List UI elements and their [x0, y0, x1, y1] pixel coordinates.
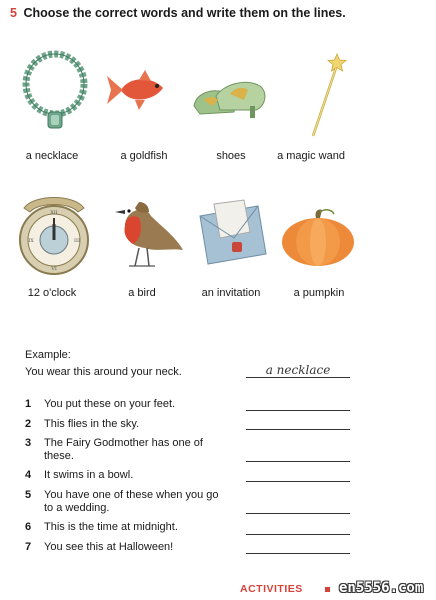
- question-text: The Fairy Godmother has one of these.: [44, 437, 203, 462]
- answer-line-4[interactable]: [246, 481, 350, 482]
- svg-text:VI: VI: [51, 266, 57, 272]
- question-text: It swims in a bowl.: [44, 469, 134, 481]
- picture-label-necklace: a necklace: [25, 150, 79, 162]
- picture-label-magic-wand: a magic wand: [277, 150, 345, 162]
- watermark: en5556.com: [339, 580, 424, 596]
- bird-icon: [105, 196, 185, 274]
- footer-square-icon: [325, 587, 330, 592]
- question-number: 7: [25, 541, 32, 553]
- svg-text:III: III: [74, 238, 80, 244]
- question-number: 2: [25, 418, 32, 430]
- question-text: You have one of these when you go to a wedding.: [44, 489, 219, 514]
- example-label: Example:: [25, 349, 71, 361]
- invitation-icon: [194, 198, 270, 272]
- example-sentence: You wear this around your neck.: [25, 366, 182, 378]
- answer-line-2[interactable]: [246, 429, 350, 430]
- question-number: 6: [25, 521, 32, 533]
- picture-label-bird: a bird: [128, 287, 156, 299]
- shoes-icon: [190, 66, 270, 121]
- answer-line-1[interactable]: [246, 410, 350, 411]
- question-text: This flies in the sky.: [44, 418, 140, 430]
- footer-activities-label: ACTIVITIES: [240, 583, 303, 595]
- magic-wand-icon: [305, 50, 350, 140]
- pumpkin-icon: [280, 206, 356, 268]
- necklace-icon: [14, 46, 96, 138]
- answer-line-6[interactable]: [246, 534, 350, 535]
- question-number: 1: [25, 398, 32, 410]
- question-text: You see this at Halloween!: [44, 541, 174, 553]
- picture-label-invitation: an invitation: [201, 287, 261, 299]
- picture-label-goldfish: a goldfish: [120, 150, 168, 162]
- question-text: This is the time at midnight.: [44, 521, 178, 533]
- svg-text:XII: XII: [50, 210, 58, 216]
- goldfish-icon: [105, 66, 180, 114]
- question-number: 4: [25, 469, 32, 481]
- example-answer: a necklace: [246, 363, 350, 378]
- exercise-heading: [10, 6, 420, 20]
- clock-icon: [14, 190, 94, 278]
- exercise-number: 5: [10, 6, 17, 20]
- svg-text:IX: IX: [28, 238, 34, 244]
- answer-line-7[interactable]: [246, 553, 350, 554]
- picture-label-pumpkin: a pumpkin: [293, 287, 345, 299]
- question-number: 3: [25, 437, 32, 449]
- question-text: You put these on your feet.: [44, 398, 176, 410]
- exercise-instruction: Choose the correct words and write them on the lines.: [23, 6, 346, 20]
- answer-line-3[interactable]: [246, 461, 350, 462]
- picture-label-clock: 12 o'clock: [27, 287, 77, 299]
- question-number: 5: [25, 489, 32, 501]
- answer-line-5[interactable]: [246, 513, 350, 514]
- picture-label-shoes: shoes: [216, 150, 246, 162]
